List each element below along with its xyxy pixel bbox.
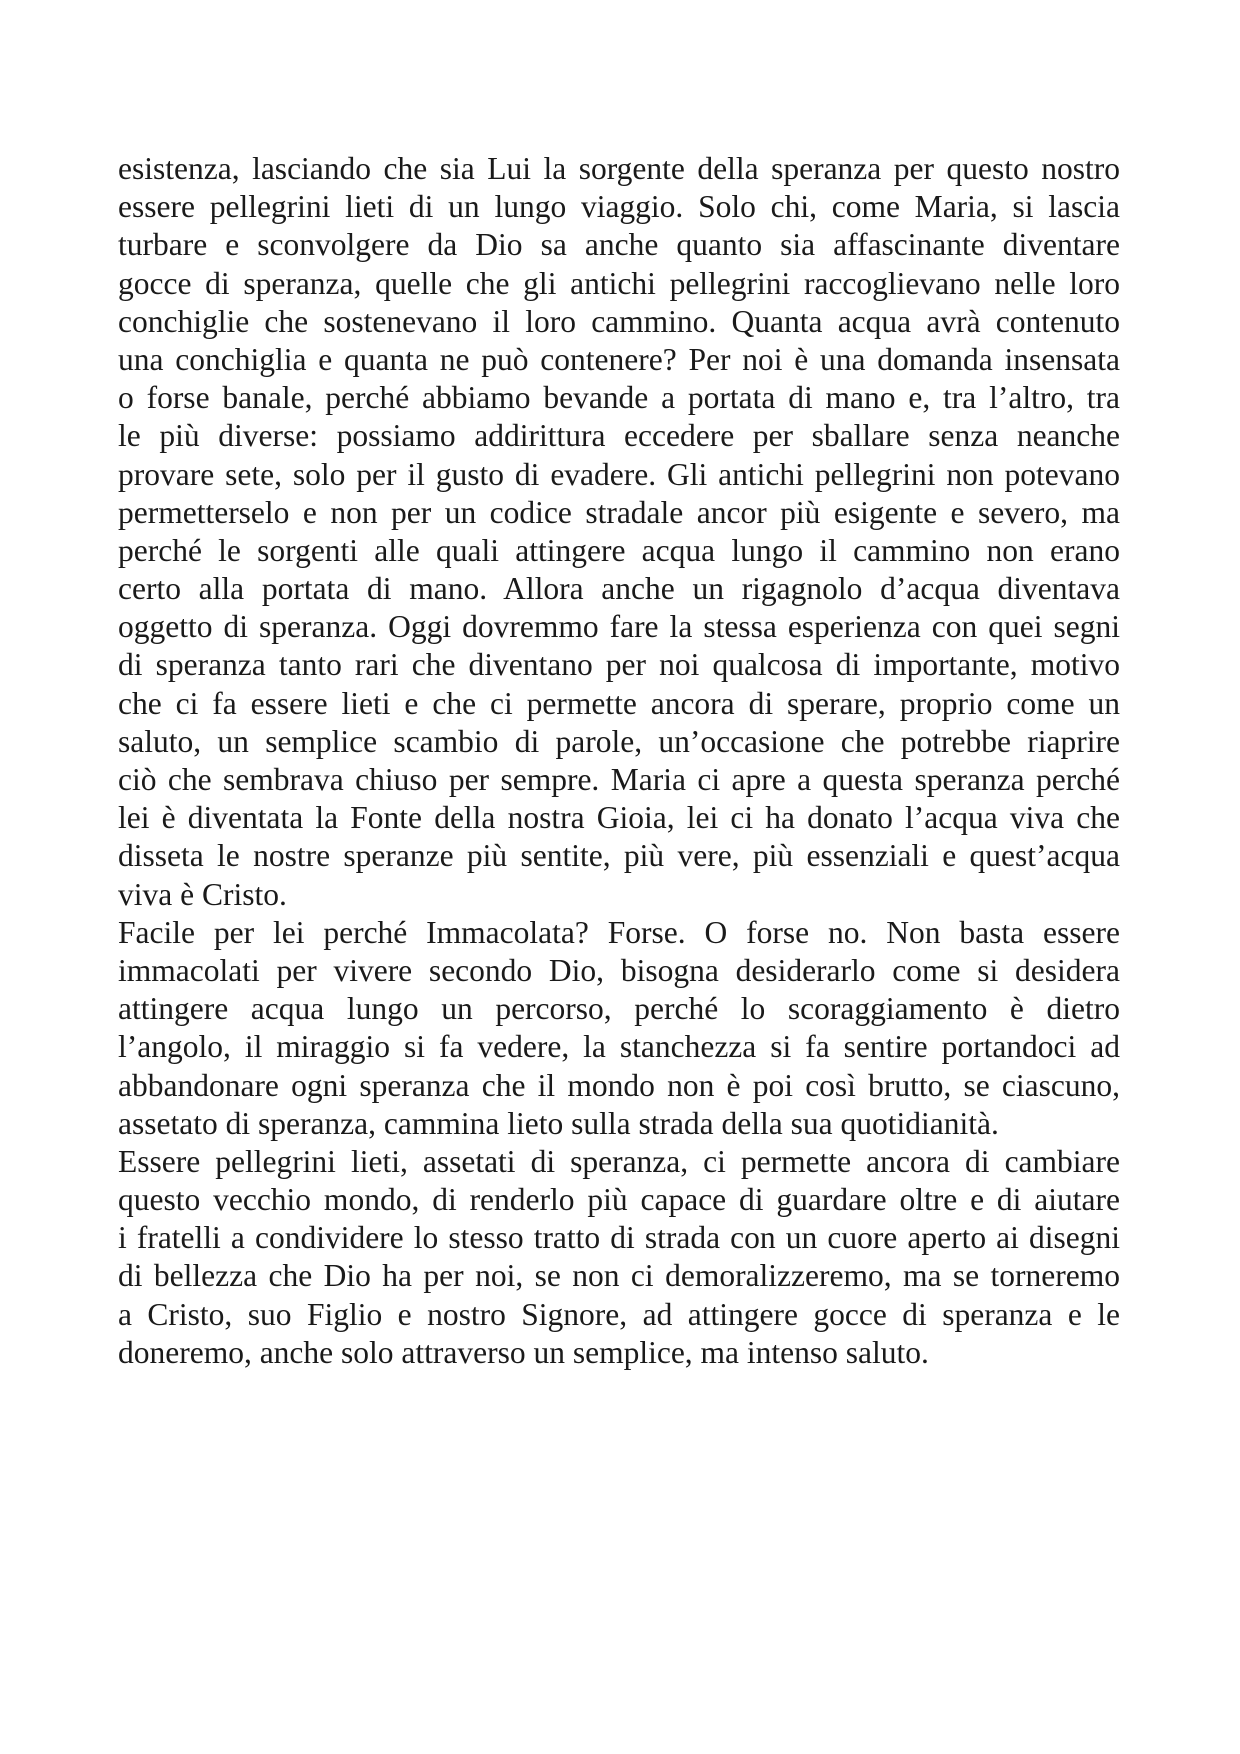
text-line: questo vecchio mondo, di renderlo più capace di guardare oltre e di aiutare (118, 1182, 1120, 1218)
text-line: perché le sorgenti alle quali attingere acqua lungo il cammino non erano (118, 532, 1120, 568)
text-line: permetterselo e non per un codice stradale ancor più esigente e severo, ma (118, 494, 1120, 530)
text-line: certo alla portata di mano. Allora anche un rigagnolo d’acqua diventava (118, 571, 1120, 607)
text-line: Facile per lei perché Immacolata? Forse. O forse no. Non basta essere (118, 914, 1120, 950)
text-line: Essere pellegrini lieti, assetati di speranza, ci permette ancora di cambiare (118, 1143, 1120, 1179)
text-line: le più diverse: possiamo addirittura eccedere per sballare senza neanche (118, 418, 1120, 454)
paragraph (118, 914, 1120, 1143)
text-line: attingere acqua lungo un percorso, perché lo scoraggiamento è dietro (118, 991, 1120, 1027)
paragraph (118, 150, 1120, 914)
text-line: lei è diventata la Fonte della nostra Gioia, lei ci ha donato l’acqua viva che (118, 800, 1120, 836)
text-line: esistenza, lasciando che sia Lui la sorgente della speranza per questo nostro (118, 151, 1120, 186)
text-line: che ci fa essere lieti e che ci permette ancora di sperare, proprio come un (118, 685, 1120, 721)
text-line: abbandonare ogni speranza che il mondo non è poi così brutto, se ciascuno, (118, 1067, 1120, 1103)
text-line: essere pellegrini lieti di un lungo viaggio. Solo chi, come Maria, si lascia (118, 189, 1120, 225)
text-line: di speranza tanto rari che diventano per noi qualcosa di importante, motivo (118, 647, 1120, 683)
text-line: oggetto di speranza. Oggi dovremmo fare la stessa esperienza con quei segni (118, 609, 1120, 645)
text-line: disseta le nostre speranze più sentite, più vere, più essenziali e quest’acqua (118, 838, 1120, 874)
paragraph (118, 1143, 1120, 1372)
text-line: provare sete, solo per il gusto di evadere. Gli antichi pellegrini non potevano (118, 456, 1120, 492)
text-line: di bellezza che Dio ha per noi, se non ci demoralizzeremo, ma se torneremo (118, 1258, 1120, 1294)
text-line: a Cristo, suo Figlio e nostro Signore, ad attingere gocce di speranza e le (118, 1296, 1120, 1332)
body-text (118, 150, 1120, 1372)
text-line: una conchiglia e quanta ne può contenere? Per noi è una domanda insensata (118, 341, 1120, 377)
text-line: viva è Cristo. (118, 876, 287, 912)
text-line: doneremo, anche solo attraverso un semplice, ma intenso saluto. (118, 1334, 929, 1370)
text-line: ciò che sembrava chiuso per sempre. Maria ci apre a questa speranza perché (118, 762, 1120, 797)
text-line: turbare e sconvolgere da Dio sa anche quanto sia affascinante diventare (118, 227, 1120, 263)
text-line: l’angolo, il miraggio si fa vedere, la stanchezza si fa sentire portandoci ad (118, 1029, 1120, 1065)
text-line: immacolati per vivere secondo Dio, bisogna desiderarlo come si desidera (118, 952, 1120, 988)
text-line: conchiglie che sostenevano il loro cammino. Quanta acqua avrà contenuto (118, 303, 1120, 339)
text-line: gocce di speranza, quelle che gli antichi pellegrini raccoglievano nelle loro (118, 265, 1120, 301)
text-line: saluto, un semplice scambio di parole, un’occasione che potrebbe riaprire (118, 723, 1120, 759)
text-line: i fratelli a condividere lo stesso tratto di strada con un cuore aperto ai disegni (118, 1220, 1120, 1256)
text-line: assetato di speranza, cammina lieto sulla strada della sua quotidianità. (118, 1105, 999, 1141)
text-line: o forse banale, perché abbiamo bevande a portata di mano e, tra l’altro, tra (118, 380, 1120, 416)
